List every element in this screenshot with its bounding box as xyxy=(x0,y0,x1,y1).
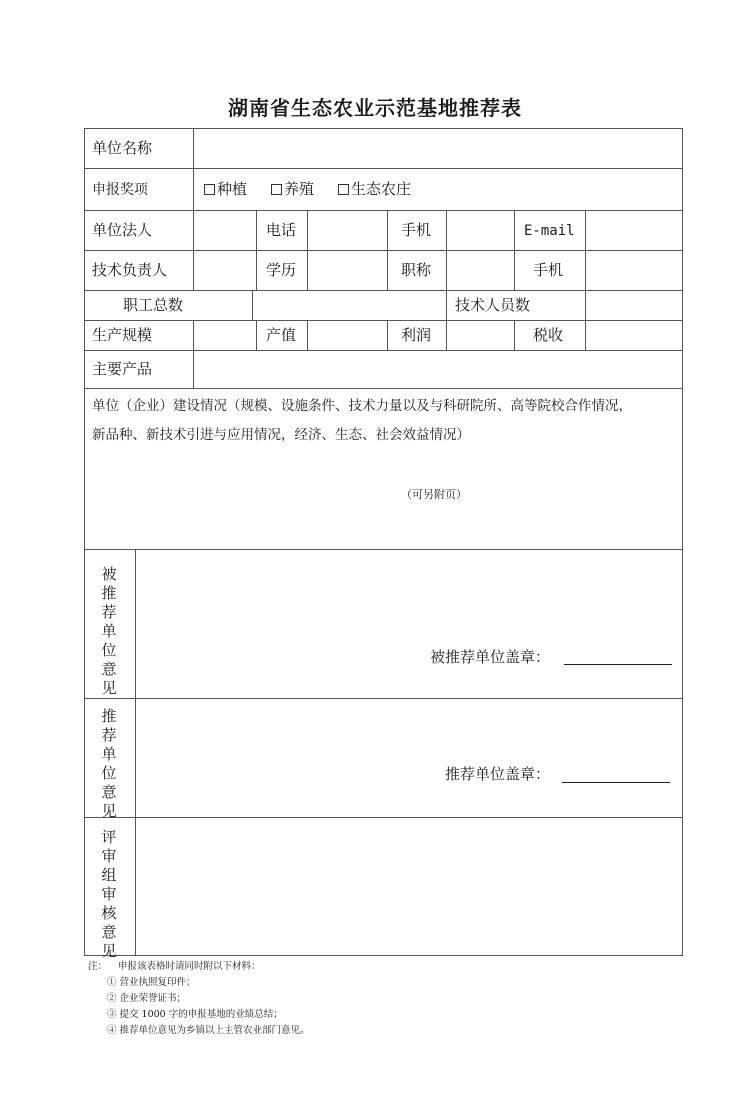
notes-item: ④ 推荐单位意见为乡镇以上主管农业部门意见。 xyxy=(107,1025,310,1036)
tech-lead-label: 技术负责人 xyxy=(92,261,168,279)
construction-line-1: 单位（企业）建设情况（规模、设施条件、技术力量以及与科研院所、高等院校合作情况， xyxy=(92,398,632,414)
checkbox-icon xyxy=(204,184,215,195)
recommender-stamp-label: 推荐单位盖章： xyxy=(445,765,551,783)
col-divider xyxy=(585,320,586,350)
notes-intro: 申报该表格时请同时附以下材料： xyxy=(118,961,261,972)
recommender-opinion-label: 推荐单位意见 xyxy=(101,707,117,820)
col-divider xyxy=(256,320,257,350)
col-divider xyxy=(135,549,136,956)
row-divider xyxy=(84,168,683,169)
award-label: 申报奖项 xyxy=(92,182,148,198)
row-divider xyxy=(84,698,683,699)
notes-item: ③ 提交 1000 字的申报基地的业绩总结； xyxy=(107,1009,283,1020)
checkbox-icon xyxy=(271,184,282,195)
col-divider xyxy=(446,290,447,320)
construction-line-2: 新品种、新技术引进与应用情况，经济、生态、社会效益情况） xyxy=(92,427,470,443)
row-divider xyxy=(84,210,683,211)
col-divider xyxy=(585,290,586,320)
col-divider xyxy=(387,320,388,350)
education-label: 学历 xyxy=(266,261,297,279)
award-option-breeding[interactable]: 养殖 xyxy=(271,182,314,197)
job-title-label: 职称 xyxy=(401,261,432,279)
form-title: 湖南省生态农业示范基地推荐表 xyxy=(228,96,522,120)
legal-rep-label: 单位法人 xyxy=(92,221,153,239)
review-opinion-label: 评审组审核意见 xyxy=(101,828,117,960)
col-divider xyxy=(307,210,308,290)
profit-label: 利润 xyxy=(401,326,432,344)
row-divider xyxy=(84,817,683,818)
unit-name-label: 单位名称 xyxy=(92,139,153,157)
mobile-label-2: 手机 xyxy=(533,261,564,279)
form-table xyxy=(84,128,683,956)
recommended-stamp-label: 被推荐单位盖章： xyxy=(430,648,551,666)
email-label: E-mail xyxy=(524,223,575,239)
col-divider xyxy=(193,168,194,210)
col-divider xyxy=(446,210,447,290)
notes-item: ② 企业荣誉证书； xyxy=(107,993,187,1004)
col-divider xyxy=(193,320,194,388)
recommended-opinion-label: 被推荐单位意见 xyxy=(101,565,117,697)
unit-name-field[interactable] xyxy=(194,129,682,168)
col-divider xyxy=(585,210,586,290)
row-divider xyxy=(84,388,683,389)
award-option-eco-farm[interactable]: 生态农庄 xyxy=(338,182,411,197)
notes-item: ① 营业执照复印件； xyxy=(107,977,196,988)
col-divider xyxy=(193,210,194,290)
row-divider xyxy=(84,250,683,251)
attach-note: （可另附页） xyxy=(401,488,467,501)
phone-label: 电话 xyxy=(266,221,297,239)
col-divider xyxy=(252,290,253,320)
recommended-signature-line[interactable] xyxy=(564,664,672,665)
tech-staff-label: 技术人员数 xyxy=(455,296,531,314)
tax-label: 税收 xyxy=(533,326,564,344)
main-products-label: 主要产品 xyxy=(92,360,153,378)
row-divider xyxy=(84,549,683,550)
col-divider xyxy=(514,320,515,350)
notes-prefix: 注： xyxy=(88,961,108,972)
row-divider xyxy=(84,290,683,291)
output-label: 产值 xyxy=(266,326,297,344)
row-divider xyxy=(84,350,683,351)
row-divider xyxy=(84,320,683,321)
col-divider xyxy=(387,210,388,290)
mobile-label: 手机 xyxy=(401,221,432,239)
col-divider xyxy=(256,210,257,290)
col-divider xyxy=(307,320,308,350)
recommender-signature-line[interactable] xyxy=(562,782,670,783)
col-divider xyxy=(446,320,447,350)
scale-label: 生产规模 xyxy=(92,326,153,344)
award-option-planting[interactable]: 种植 xyxy=(204,182,247,197)
col-divider xyxy=(514,210,515,290)
staff-count-label: 职工总数 xyxy=(123,296,184,314)
checkbox-icon xyxy=(338,184,349,195)
